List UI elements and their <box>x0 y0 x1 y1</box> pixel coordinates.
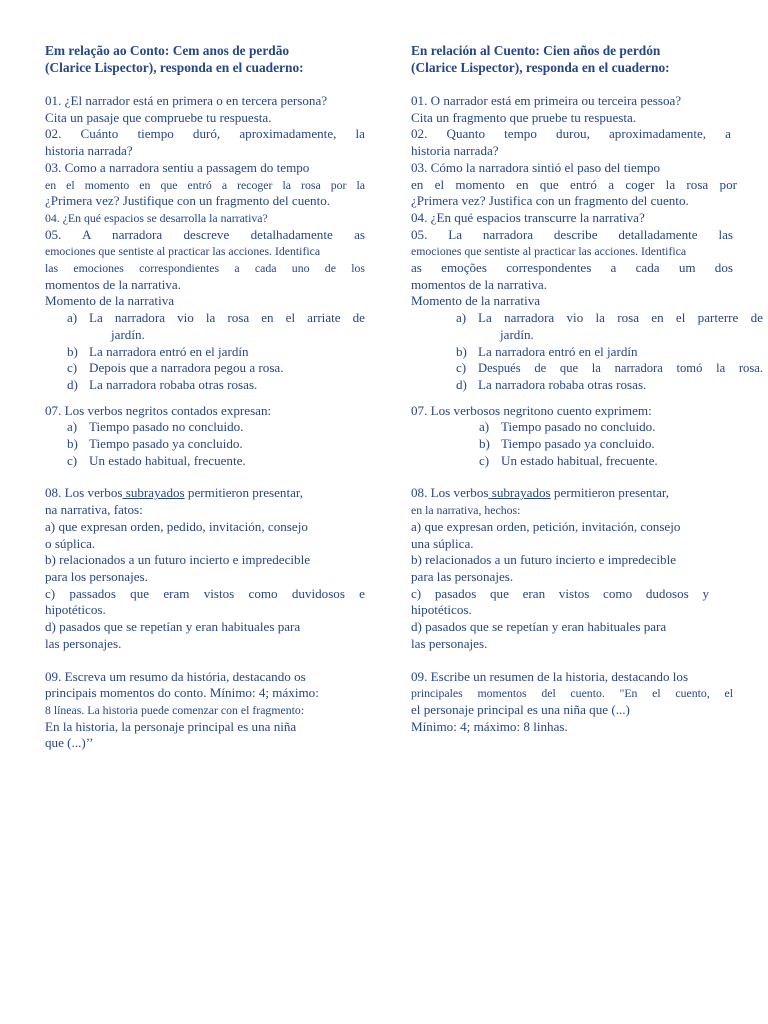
left-question-04: 04. ¿En qué espacios se desarrolla la narrativa? <box>45 210 268 225</box>
list-item: c) Después de que la narradora tomó la rosa. <box>456 360 763 376</box>
list-item: d) La narradora robaba otras rosas. <box>67 376 258 392</box>
list-item: b) Tiempo pasado ya concluido. <box>479 436 655 452</box>
list-item: a) La narradora vio la rosa en el parterre de <box>456 310 763 326</box>
left-moment-list <box>45 310 365 394</box>
right-moment-list <box>411 310 763 394</box>
left-column <box>45 42 365 752</box>
list-item: a) Tiempo pasado no concluido. <box>479 419 656 435</box>
right-moment-label: Momento de la narrativa <box>411 293 541 309</box>
left-moment-label: Momento de la narrativa <box>45 293 175 309</box>
list-item: c) Un estado habitual, frecuente. <box>67 452 246 468</box>
list-item: b) Tiempo pasado ya concluido. <box>67 436 243 452</box>
right-question-02: 02. Quanto tempo durou, aproximadamente, a historia narrada? <box>411 126 731 159</box>
right-question-08: 08. Los verbos subrayados permitieron presentar, en la narrativa, hechos: a) que expresan orden, petición, invitación, consejo una súplica. b) relacionados a un futuro incierto e impredecible para las personajes. c) pasados que eran vistos como dudosos y hipotéticos. d) pasados que se repetían y eran habituales para las personajes. <box>411 485 709 651</box>
list-item: b) La narradora entró en el jardín <box>67 343 249 359</box>
right-q07-options <box>411 419 763 469</box>
left-question-09: 09. Escreva um resumo da história, destacando os principais momentos do conto. Mínimo: 4; máximo: 8 líneas. La historia puede comenzar con el fragmento: En la historia, la personaje principal es una niña que (...)’’ <box>45 668 319 751</box>
list-item: c) Depois que a narradora pegou a rosa. <box>67 360 284 376</box>
underlined-word: subrayados <box>488 485 551 501</box>
right-question-09: 09. Escribe un resumen de la historia, destacando los principales momentos del cuento. "En el cuento, el el personaje principal es una niña que (...) Mínimo: 4; máximo: 8 linhas. <box>411 668 733 734</box>
right-question-05: 05. La narradora describe detalladamente las emociones que sentiste al practicar las acciones. Identifica as emoções correspondentes a cada um dos momentos de la narrativa. <box>411 226 733 292</box>
left-title <box>45 42 365 76</box>
list-item: c) Un estado habitual, frecuente. <box>479 452 658 468</box>
left-question-05: 05. A narradora descreve detalhadamente as emociones que sentiste al practicar las acciones. Identifica las emociones correspondientes a cada uno de los momentos de la narrativa. <box>45 226 365 292</box>
left-question-02: 02. Cuánto tiempo duró, aproximadamente, la historia narrada? <box>45 126 365 159</box>
right-question-03: 03. Cómo la narradora sintió el paso del tiempo en el momento en que entró a coger la rosa por ¿Primera vez? Justifica con un fragmento del cuento. <box>411 159 737 209</box>
left-question-01: 01. ¿El narrador está en primera o en tercera persona? Cita un pasaje que compruebe tu respuesta. <box>45 93 328 125</box>
right-question-01: 01. O narrador está em primeira ou terceira pessoa? Cita un fragmento que pruebe tu respuesta. <box>411 93 682 125</box>
right-column <box>411 42 763 735</box>
right-title <box>411 42 763 76</box>
right-question-07: 07. Los verbosos negritono cuento exprimem: <box>411 402 652 418</box>
list-item: a) La narradora vio la rosa en el arriate de <box>67 310 365 326</box>
right-title-line: (Clarice Lispector), responda en el cuaderno: <box>411 60 670 75</box>
right-question-04: 04. ¿En qué espacios transcurre la narrativa? <box>411 209 645 225</box>
underlined-word: subrayados <box>122 485 185 501</box>
list-item: d) La narradora robaba otras rosas. <box>456 376 647 392</box>
right-title-line: En relación al Cuento: Cien años de perdón <box>411 43 661 58</box>
left-question-08: 08. Los verbos subrayados permitieron presentar, na narrativa, fatos: a) que expresan orden, pedido, invitación, consejo o súplica. b) relacionados a un futuro incierto e impredecible para los personajes. c) passados que eram vistos como duvidosos e hipotéticos. d) pasados que se repetían y eran habituales para las personajes. <box>45 485 365 651</box>
list-item-continuation: jardín. <box>111 326 145 342</box>
list-item: a) Tiempo pasado no concluido. <box>67 419 244 435</box>
list-item-continuation: jardín. <box>500 326 534 342</box>
list-item: b) La narradora entró en el jardín <box>456 343 638 359</box>
left-title-line: Em relação ao Conto: Cem anos de perdão <box>45 43 290 58</box>
left-question-07: 07. Los verbos negritos contados expresan: <box>45 402 272 418</box>
left-title-line: (Clarice Lispector), responda en el cuaderno: <box>45 60 304 75</box>
left-question-03: 03. Como a narradora sentiu a passagem do tempo en el momento en que entró a recoger la rosa por la ¿Primera vez? Justifique con un fragmento del cuento. <box>45 159 365 209</box>
left-q07-options <box>45 419 365 469</box>
